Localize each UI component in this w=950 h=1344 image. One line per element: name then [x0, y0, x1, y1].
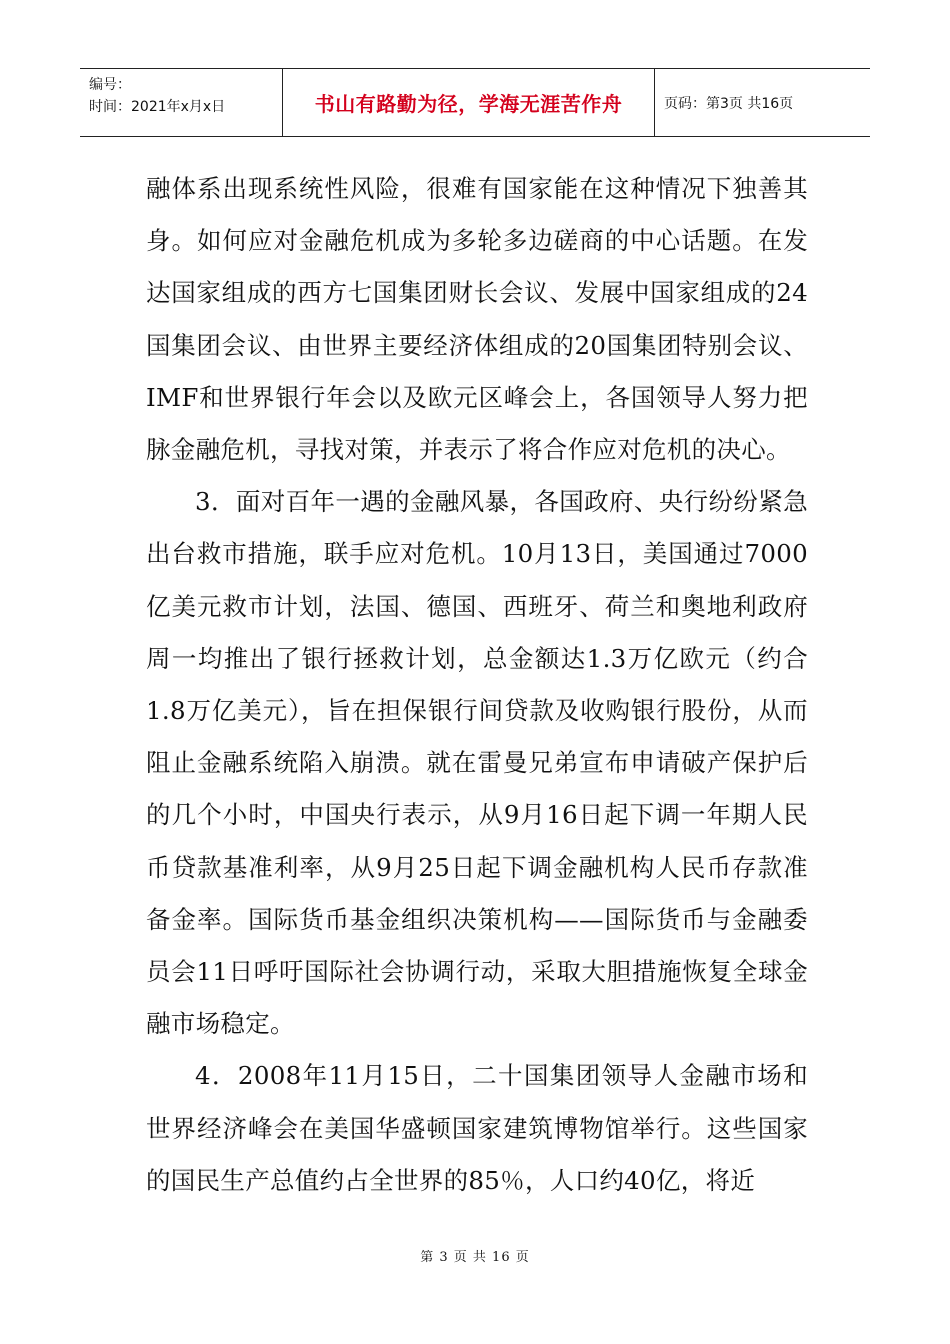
paragraph: 4．2008年11月15日，二十国集团领导人金融市场和世界经济峰会在美国华盛顿国家建筑博物馆举行。这些国家的国民生产总值约占全世界的85％，人口约40亿，将近 — [146, 1061, 808, 1195]
header-motto: 书山有路勤为径，学海无涯苦作舟 — [283, 69, 655, 136]
document-body — [146, 163, 808, 1207]
page-footer: 第 3 页 共 16 页 — [420, 1250, 530, 1265]
paragraph: 融体系出现系统性风险，很难有国家能在这种情况下独善其身。如何应对金融危机成为多轮多边磋商的中心话题。在发达国家组成的西方七国集团财长会议、发展中国家组成的24国集团会议、由世界主要经济体组成的20国集团特别会议、IMF和世界银行年会以及欧元区峰会上，各国领导人努力把脉金融危机，寻找对策，并表示了将合作应对危机的决心。 — [146, 174, 808, 465]
document-time-label: 时间：2021年x月x日 — [89, 99, 226, 115]
paragraph: 3．面对百年一遇的金融风暴，各国政府、央行纷纷紧急出台救市措施，联手应对危机。10月13日，美国通过7000亿美元救市计划，法国、德国、西班牙、荷兰和奥地利政府周一均推出了银行拯救计划，总金额达1.3万亿欧元（约合1.8万亿美元），旨在担保银行间贷款及收购银行股份，从而阻止金融系统陷入崩溃。就在雷曼兄弟宣布申请破产保护后的几个小时，中国央行表示，从9月16日起下调一年期人民币贷款基准利率，从9月25日起下调金融机构人民币存款准备金率。国际货币基金组织决策机构——国际货币与金融委员会11日呼吁国际社会协调行动，采取大胆措施恢复全球金融市场稳定。 — [146, 487, 808, 1039]
header-page-number: 页码：第3页 共16页 — [664, 95, 794, 112]
header-meta — [80, 69, 283, 136]
document-number-label: 编号： — [89, 77, 131, 93]
page-header — [80, 68, 870, 137]
